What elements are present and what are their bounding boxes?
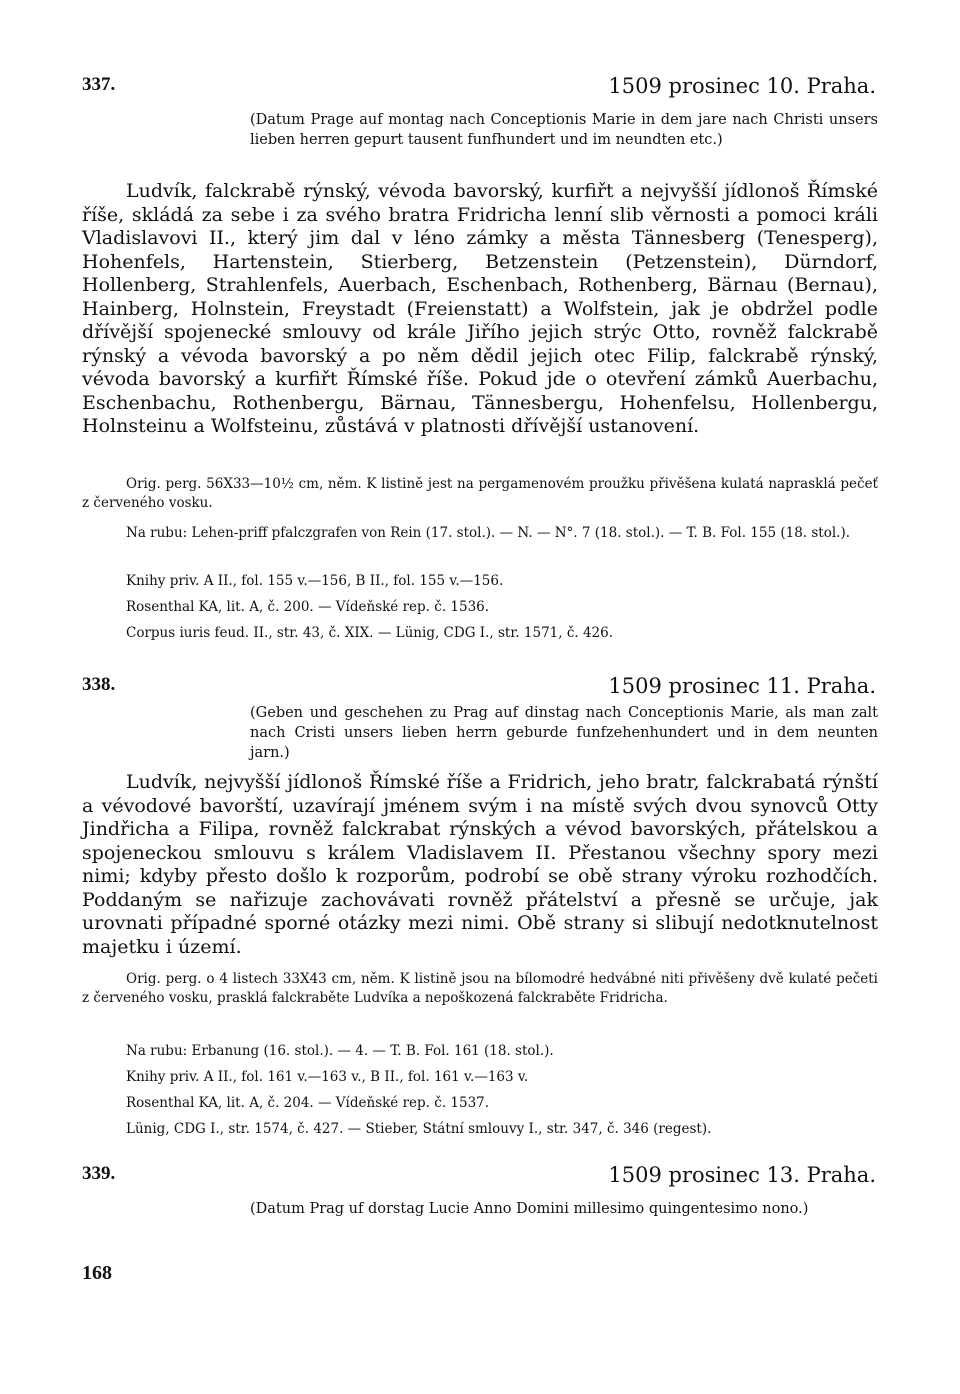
entry-header bbox=[82, 1163, 876, 1193]
reference-line: Corpus iuris feud. II., str. 43, č. XIX. — Lünig, CDG I., str. 1571, č. 426. bbox=[126, 625, 614, 641]
entry-date-place: 1509 prosinec 10. Praha. bbox=[608, 74, 876, 98]
entry-date-place: 1509 prosinec 11. Praha. bbox=[608, 674, 876, 698]
regest-summary bbox=[82, 771, 878, 959]
latin-dating-clause: (Geben und geschehen zu Prag auf dinstag nach Conceptionis Marie, als man zalt nach Cristi unsers lieben herrn geburde funfzehenhundert und in dem neunten jarn.) bbox=[250, 705, 878, 761]
original-description bbox=[82, 970, 878, 1008]
entry-number: 338. bbox=[82, 674, 116, 695]
summary-text: Ludvík, nejvyšší jídlonoš Římské říše a Fridrich, jeho bratr, falckrabatá rýnští a vévodové bavorští, uzavírají jménem svým i na místě svých dvou synovců Otty Jindřicha a Filipa, rovněž falckrabat rýnských a vévod bavorských, přátelskou a spojeneckou smlouvu s králem Vladislavem II. Přestanou všechny spory mezi nimi; kdyby přesto došlo k rozporům, podrobí se obě strany výroku rozhodčích. Poddaným se nařizuje zachovávati rovněž přátelství a přesně se určuje, jak urovnati případné sporné otázky mezi nimi. Obě strany si slibují nedotknutelnost majetku i území. bbox=[82, 771, 878, 958]
orig-text: Orig. perg. 56X33—10½ cm, něm. K listině jest na pergamenovém proužku přivěšena kulatá naprasklá pečeť z červeného vosku. bbox=[82, 476, 878, 511]
entry-header bbox=[82, 674, 876, 704]
summary-text: Ludvík, falckrabě rýnský, vévoda bavorský, kurfiřt a nejvyšší jídlonoš Římské říše, skládá za sebe i za svého bratra Fridricha lenní slib věrnosti a pomoci králi Vladislavovi II., který jim dal v léno zámky a města Tännesberg (Tenesperg), Hohenfels, Hartenstein, Stierberg, Betzenstein (Petzenstein), Dürndorf, Hollenberg, Strahlenfels, Auerbach, Eschenbach, Rothenberg, Bärnau (Bernau), Hainberg, Holnstein, Freystadt (Freienstatt) a Wolfstein, jak je obdržel podle dřívější spojenecké smlouvy od krále Jiřího jejich strýc Otto, rovněž falckrabě rýnský a vévoda bavorský a po něm dědil jejich otec Filip, falckrabě rýnský, vévoda bavorský a kurfiřt Římské říše. Pokud jde o otevření zámků Auerbachu, Eschenbachu, Rothenbergu, Bärnau, Tännesbergu, Hohenfelsu, Hollenbergu, Holnsteinu a Wolfsteinu, zůstává v platnosti dřívější ustanovení. bbox=[82, 180, 878, 437]
reference-line: Rosenthal KA, lit. A, č. 200. — Vídeňské rep. č. 1536. bbox=[126, 599, 490, 615]
entry-number: 339. bbox=[82, 1163, 116, 1184]
regest-summary bbox=[82, 180, 878, 439]
entry-header bbox=[82, 74, 876, 104]
reference-line: Knihy priv. A II., fol. 155 v.—156, B II., fol. 155 v.—156. bbox=[126, 573, 504, 589]
entry-number: 337. bbox=[82, 74, 116, 95]
page-number: 168 bbox=[82, 1262, 112, 1284]
orig-text: Orig. perg. o 4 listech 33X43 cm, něm. K listině jsou na bílomodré hedvábné niti přivěšeny dvě kulaté pečeti z červeného vosku, prasklá falckraběte Ludvíka a nepoškozená falckraběte Fridricha. bbox=[82, 971, 878, 1006]
latin-dating-clause: (Datum Prag uf dorstag Lucie Anno Domini millesimo quingentesimo nono.) bbox=[250, 1201, 809, 1217]
reference-line: Na rubu: Lehen-priff pfalczgrafen von Rein (17. stol.). — N. — N°. 7 (18. stol.). — T. B. Fol. 155 (18. stol.). bbox=[126, 525, 851, 541]
reference-line: Rosenthal KA, lit. A, č. 204. — Vídeňské rep. č. 1537. bbox=[126, 1095, 490, 1111]
entry-date-place: 1509 prosinec 13. Praha. bbox=[608, 1163, 876, 1187]
latin-dating-clause: (Datum Prage auf montag nach Conceptionis Marie in dem jare nach Christi unsers lieben herren gepurt tausent funfhundert und im neundten etc.) bbox=[250, 112, 878, 148]
reference-line: Knihy priv. A II., fol. 161 v.—163 v., B II., fol. 161 v.—163 v. bbox=[126, 1069, 529, 1085]
reference-line: Lünig, CDG I., str. 1574, č. 427. — Stieber, Státní smlouvy I., str. 347, č. 346 (regest). bbox=[126, 1121, 712, 1137]
reference-line: Na rubu: Erbanung (16. stol.). — 4. — T. B. Fol. 161 (18. stol.). bbox=[126, 1043, 554, 1059]
original-description bbox=[82, 475, 878, 513]
